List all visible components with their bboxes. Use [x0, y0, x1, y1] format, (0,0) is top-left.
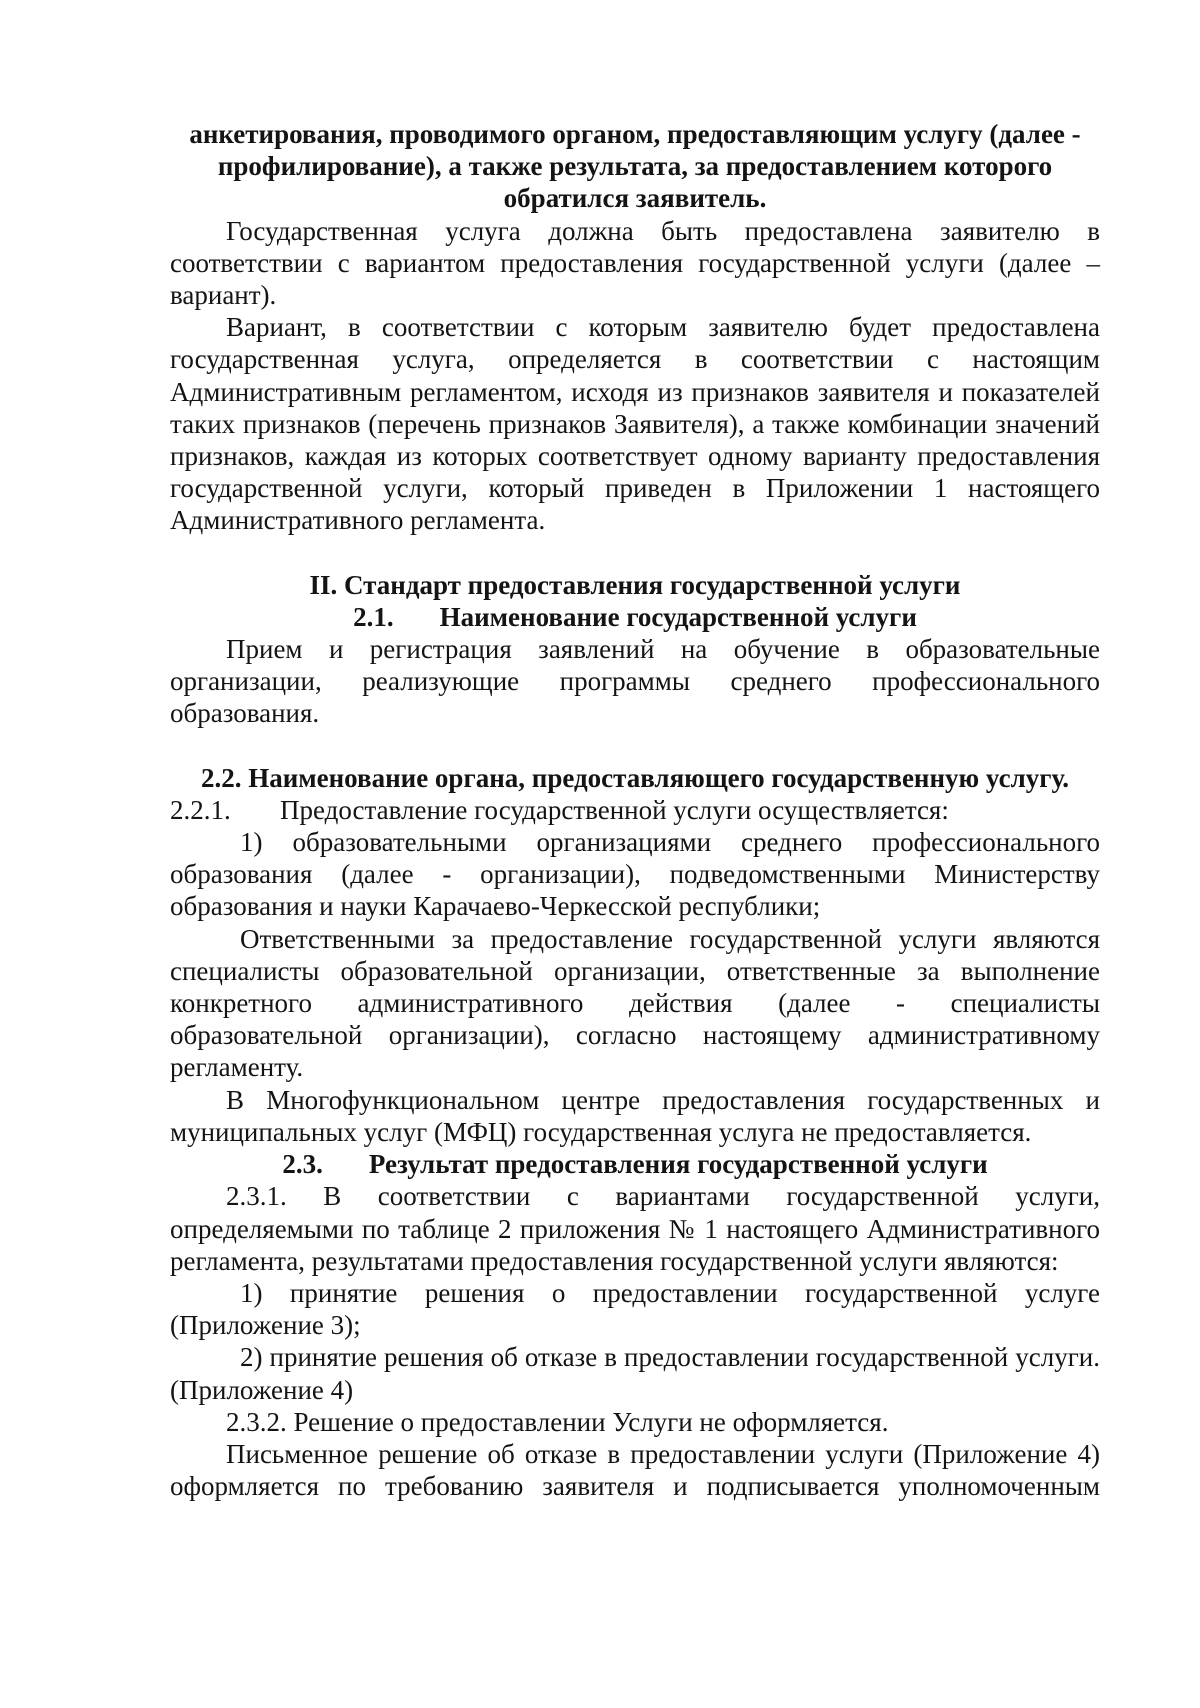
list-item-result-2: 2) принятие решения об отказе в предоставлении государственной услуги. (Приложение 4)	[170, 1342, 1100, 1405]
section-2-2-heading: 2.2. Наименование органа, предоставляющего государственную услугу.	[200, 762, 1070, 793]
document-page	[170, 118, 1100, 1502]
clause-text: Предоставление государственной услуги осуществляется:	[280, 794, 949, 825]
spacer	[170, 730, 1100, 762]
paragraph-organizations: 1) образовательными организациями среднего профессионального образования (далее - организации), подведомственными Министерству образования и науки Карачаево-Черкесской республики;	[170, 827, 1100, 922]
list-item-result-1: 1) принятие решения о предоставлении государственной услуге (Приложение 3);	[170, 1277, 1100, 1341]
section-number: 2.1.	[353, 601, 394, 632]
clause-number: 2.2.1.	[170, 794, 231, 825]
paragraph-results: 2.3.1. В соответствии с вариантами государственной услуги, определяемыми по таблице 2 приложения № 1 настоящего Административного регламента, результатами предоставления государственной услуги являются:	[170, 1181, 1100, 1276]
section-2-title: II. Стандарт предоставления государственной услуги	[309, 569, 961, 600]
section-2-1-heading	[170, 601, 1100, 633]
spacer	[170, 537, 1100, 569]
clause-2-3-2: 2.3.2. Решение о предоставлении Услуги не оформляется.	[226, 1406, 889, 1437]
paragraph-variant-intro: Государственная услуга должна быть предоставлена заявителю в соответствии с вариантом предоставления государственной услуги (далее – вариант).	[170, 215, 1100, 311]
paragraph-written-refusal: Письменное решение об отказе в предоставлении услуги (Приложение 4) оформляется по требованию заявителя и подписывается уполномоченным	[170, 1438, 1100, 1502]
paragraph-responsible: Ответственными за предоставление государственной услуги являются специалисты образовательной организации, ответственные за выполнение конкретного административного действия (далее - специалисты образовательной организации), согласно настоящему административному регламенту.	[170, 923, 1100, 1083]
section-title: Результат предоставления государственной услуги	[368, 1149, 988, 1180]
section-number: 2.3.	[282, 1149, 323, 1180]
clause-2-2-1	[170, 794, 1100, 826]
paragraph-service-name: Прием и регистрация заявлений на обучение в образовательные организации, реализующие программы среднего профессионального образования.	[170, 634, 1100, 729]
continued-heading: анкетирования, проводимого органом, предоставляющим услугу (далее - профилирование), а также результата, за предоставлением которого обратился заявитель.	[189, 119, 1081, 214]
section-title: Наименование государственной услуги	[439, 601, 917, 632]
section-2-3-heading	[170, 1148, 1100, 1180]
paragraph-variant-definition: Вариант, в соответствии с которым заявителю будет предоставлена государственная услуга, определяется в соответствии с настоящим Административным регламентом, исходя из признаков заявителя и показателей таких признаков (перечень признаков Заявителя), а также комбинации значений признаков, каждая из которых соответствует одному варианту предоставления государственной услуги, который приведен в Приложении 1 настоящего Административного регламента.	[170, 312, 1100, 536]
paragraph-mfc: В Многофункциональном центре предоставления государственных и муниципальных услуг (МФЦ) государственная услуга не предоставляется.	[170, 1084, 1100, 1147]
